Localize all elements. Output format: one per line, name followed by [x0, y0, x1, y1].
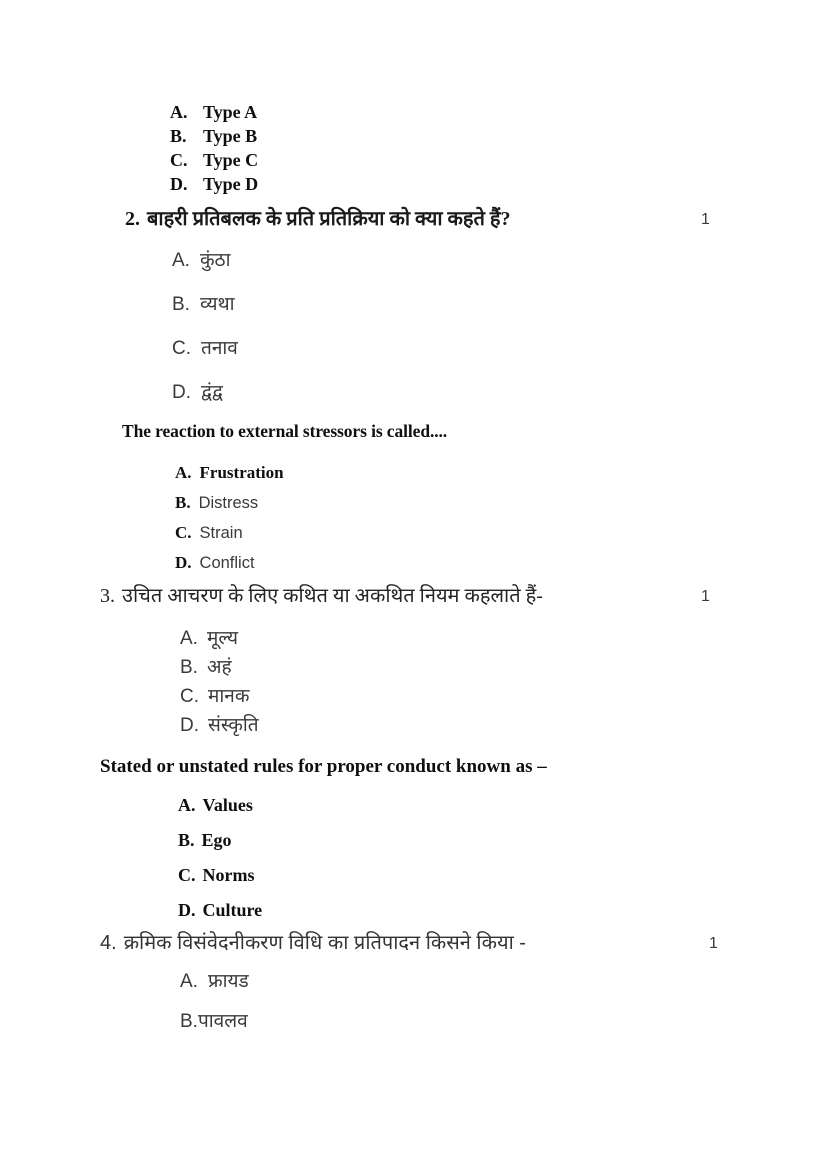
question-2-text-hindi: बाहरी प्रतिबलक के प्रति प्रतिक्रिया को क्या कहते हैं? [147, 208, 511, 230]
option-row [178, 858, 827, 893]
option-row [180, 1009, 827, 1035]
option-text: Type D [203, 174, 259, 194]
option-row [178, 893, 827, 928]
question-4-text-hindi: क्रमिक विसंवेदनीकरण विधि का प्रतिपादन किसने किया - [123, 932, 526, 954]
option-text: Type A [203, 102, 258, 122]
option-letter: A. [180, 628, 198, 649]
option-letter: D. [178, 900, 196, 920]
option-text: संस्कृति [208, 715, 259, 736]
question-3-text-hindi: उचित आचरण के लिए कथित या अकथित नियम कहलाते हैं- [122, 585, 543, 607]
option-text: Norms [202, 865, 255, 885]
option-row [170, 124, 827, 148]
question-2-marks: 1 [701, 211, 710, 228]
question-2-row [0, 206, 827, 232]
option-row [172, 292, 827, 318]
question-3-marks: 1 [701, 588, 710, 605]
option-row [175, 518, 827, 548]
option-row [180, 653, 827, 682]
option-row [180, 969, 827, 995]
option-letter: C. [172, 338, 191, 359]
option-letter: B. [170, 126, 187, 146]
option-text: Strain [199, 524, 243, 542]
option-letter: D. [172, 382, 191, 403]
option-letter: A. [178, 795, 196, 815]
question-3-number: 3. [100, 585, 115, 607]
option-row [170, 148, 827, 172]
option-row [170, 172, 827, 196]
option-letter: B. [180, 657, 198, 678]
option-text: Conflict [199, 554, 255, 572]
option-letter: D. [175, 553, 192, 572]
option-letter: A. [172, 250, 190, 271]
option-letter: C. [178, 865, 196, 885]
option-letter: C. [175, 523, 192, 542]
question-2-options-hindi [0, 248, 827, 424]
option-row [178, 823, 827, 858]
option-text: फ्रायड [207, 971, 249, 992]
option-letter: A. [170, 102, 188, 122]
option-letter: C. [170, 150, 188, 170]
question-2-text-english: The reaction to external stressors is called.... [122, 421, 448, 441]
option-row [175, 458, 827, 488]
question-2-number: 2. [125, 208, 140, 230]
option-row [180, 682, 827, 711]
option-row [175, 488, 827, 518]
question-3-row [0, 583, 827, 609]
option-letter: D. [180, 715, 199, 736]
question-3-text-english: Stated or unstated rules for proper conduct known as – [100, 756, 547, 777]
option-text: Frustration [199, 463, 284, 482]
option-text: Type B [203, 126, 258, 146]
option-text: व्यथा [199, 294, 235, 315]
option-text: तनाव [201, 338, 238, 359]
question-4-number: 4. [100, 932, 117, 954]
question-4-options-hindi [0, 969, 827, 1049]
option-letter: D. [170, 174, 188, 194]
option-row [172, 336, 827, 362]
option-text: मूल्य [206, 628, 239, 649]
option-text: Ego [201, 830, 232, 850]
option-row [172, 248, 827, 274]
question-4-marks: 1 [709, 935, 718, 952]
option-row [170, 100, 827, 124]
option-row [175, 548, 827, 578]
option-text: Values [202, 795, 253, 815]
question-2-options-english [0, 458, 827, 578]
option-text: Distress [198, 494, 259, 512]
option-letter: B. [180, 1011, 198, 1032]
question-3-options-hindi [0, 624, 827, 740]
option-row [172, 380, 827, 406]
option-letter: B. [172, 294, 190, 315]
option-text: मानक [208, 686, 250, 707]
option-letter: A. [180, 971, 198, 992]
option-letter: A. [175, 463, 192, 482]
option-letter: B. [178, 830, 195, 850]
question-4-row [0, 930, 827, 956]
option-text: द्वंद्व [201, 382, 223, 403]
option-letter: C. [180, 686, 199, 707]
option-row [178, 788, 827, 823]
option-text: कुंठा [199, 250, 231, 271]
option-text: Type C [203, 150, 259, 170]
question-1-options-english [0, 100, 827, 196]
option-text: पावलव [197, 1011, 248, 1032]
question-3-options-english [0, 788, 827, 928]
option-text: Culture [202, 900, 263, 920]
option-letter: B. [175, 493, 191, 512]
option-row [180, 624, 827, 653]
option-text: अहं [206, 657, 232, 678]
option-row [180, 711, 827, 740]
